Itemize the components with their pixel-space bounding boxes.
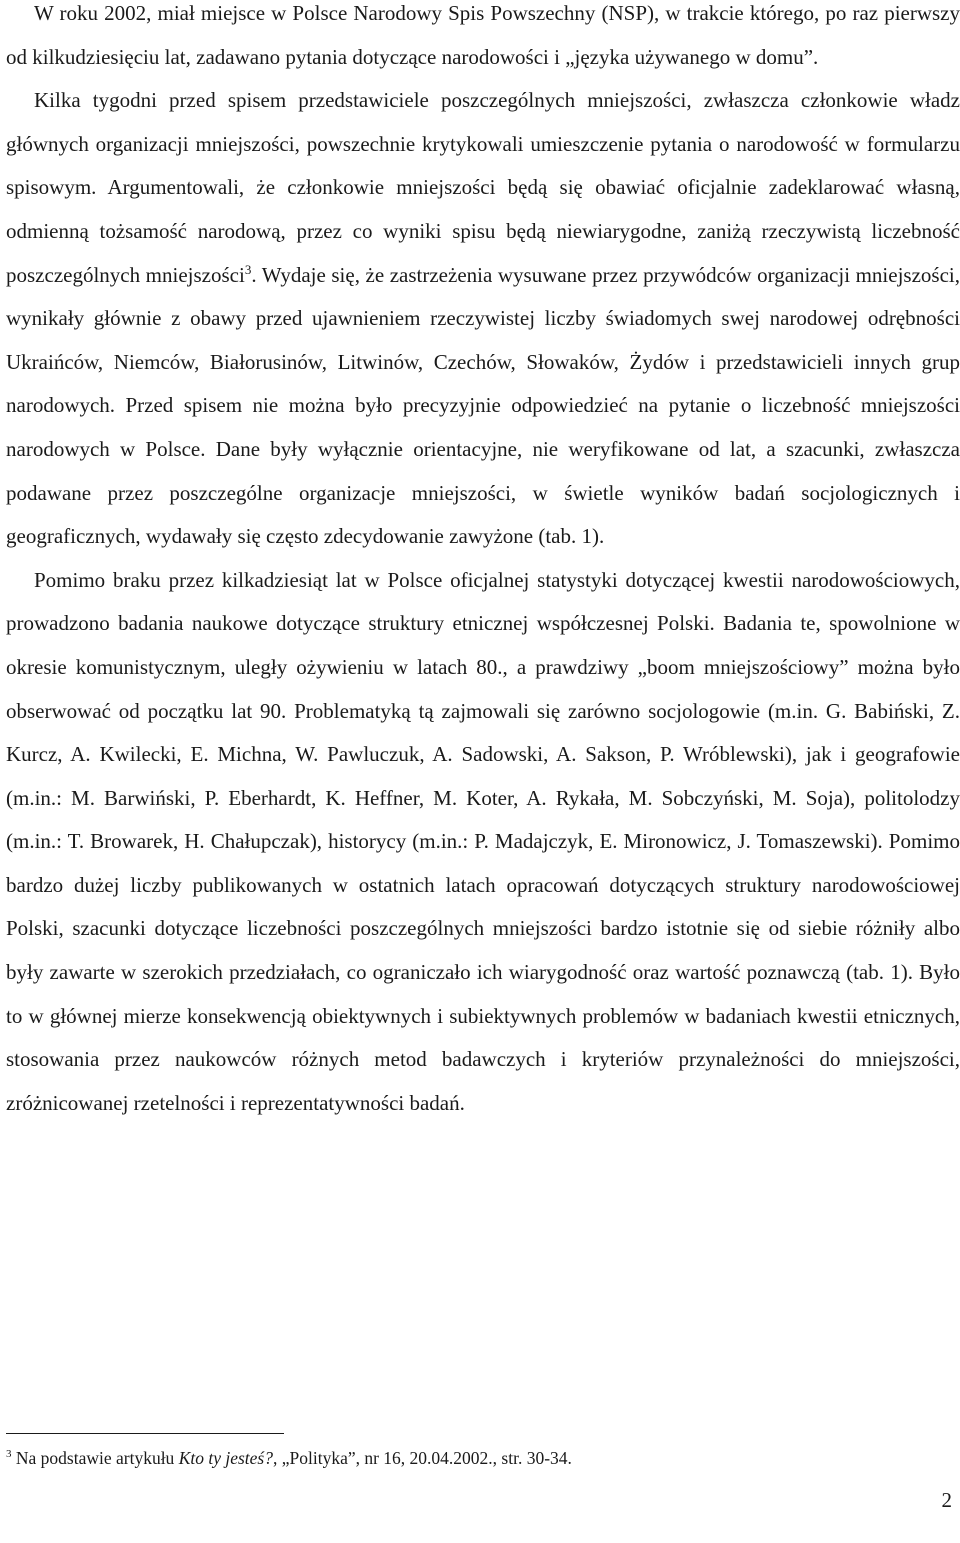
- footnote-reference[interactable]: 3: [244, 261, 252, 277]
- paragraph-1: W roku 2002, miał miejsce w Polsce Narodowy Spis Powszechny (NSP), w trakcie którego, po raz pierwszy od kilkudziesięciu lat, zadawano pytania dotyczące narodowości i „języka używanego w domu”.: [6, 1, 960, 69]
- paragraph-2-text-before-note: Kilka tygodni przed spisem przedstawiciele poszczególnych mniejszości, zwłaszcza członkowie władz głównych organizacji mniejszości, powszechnie krytykowali umieszczenie pytania o narodowość w formularzu spisowym. Argumentowali, że członkowie mniejszości będą się obawiać oficjalnie zadeklarować własną, odmienną tożsamość narodową, przez co wyniki spisu będą niewiarygodne, zaniżą rzeczywistą liczebność poszczególnych mniejszości: [6, 88, 960, 287]
- page-number: 2: [941, 1488, 952, 1512]
- document-body: [6, 0, 960, 1125]
- paragraph-2: [6, 79, 960, 559]
- paragraph-3: Pomimo braku przez kilkadziesiąt lat w Polsce oficjalnej statystyki dotyczącej kwestii narodowościowych, prowadzono badania naukowe dotyczące struktury etnicznej współczesnej Polski. Badania te, spowolnione w okresie komunistycznym, uległy ożywieniu w latach 80., a prawdziwy „boom mniejszościowy” można było obserwować od początku lat 90. Problematyką tą zajmowali się zarówno socjologowie (m.in. G. Babiński, Z. Kurcz, A. Kwilecki, E. Michna, W. Pawluczuk, A. Sadowski, A. Sakson, P. Wróblewski), jak i geografowie (m.in.: M. Barwiński, P. Eberhardt, K. Heffner, M. Koter, A. Rykała, M. Sobczyński, M. Soja), politolodzy (m.in.: T. Browarek, H. Chałupczak), historycy (m.in.: P. Madajczyk, E. Mironowicz, J. Tomaszewski). Pomimo bardzo dużej liczby publikowanych w ostatnich latach opracowań dotyczących struktury narodowościowej Polski, szacunki dotyczące liczebności poszczególnych mniejszości bardzo istotnie się od siebie różniły albo były zawarte w szerokich przedziałach, co ograniczało ich wiarygodność oraz wartość poznawczą (tab. 1). Było to w głównej mierze konsekwencją obiektywnych i subiektywnych problemów w badaniach kwestii etnicznych, stosowania przez naukowców różnych metod badawczych i kryteriów przynależności do mniejszości, zróżnicowanej rzetelności i reprezentatywności badań.: [6, 567, 960, 1115]
- footnote-separator: [6, 1433, 284, 1434]
- paragraph-2-text-after-note: . Wydaje się, że zastrzeżenia wysuwane przez przywódców organizacji mniejszości, wynikały głównie z obawy przed ujawnieniem rzeczywistej liczby świadomych swej narodowej odrębności Ukraińców, Niemców, Białorusinów, Litwinów, Czechów, Słowaków, Żydów i przedstawicieli innych grup narodowych. Przed spisem nie można było precyzyjnie odpowiedzieć na pytanie o liczebność mniejszości narodowych w Polsce. Dane były wyłącznie orientacyjne, nie weryfikowane od lat, a szacunki, zwłaszcza podawane przez poszczególne organizacje mniejszości, w świetle wyników badań socjologicznych i geograficznych, wydawały się często zdecydowanie zawyżone (tab. 1).: [6, 262, 960, 549]
- footnote-article-title: Kto ty jesteś?: [178, 1448, 273, 1468]
- footnote: [6, 1446, 946, 1470]
- footnote-prefix: Na podstawie artykułu: [11, 1448, 179, 1468]
- footnote-suffix: , „Polityka”, nr 16, 20.04.2002., str. 30-34.: [272, 1448, 572, 1468]
- footnote-marker: 3: [6, 1448, 12, 1461]
